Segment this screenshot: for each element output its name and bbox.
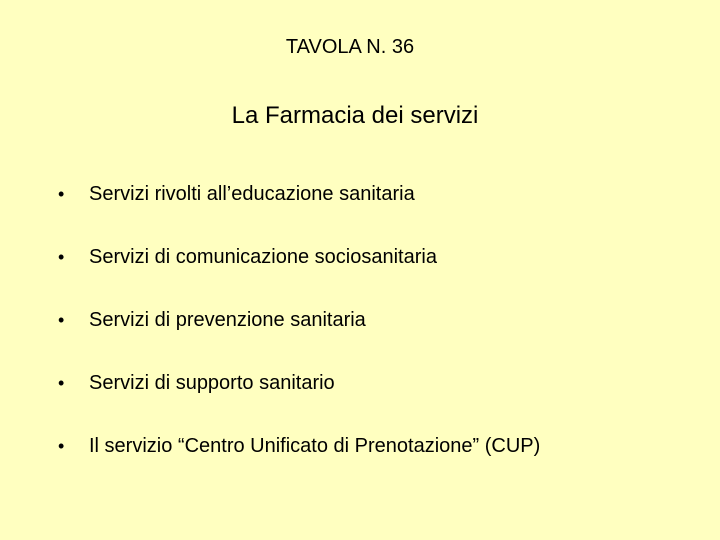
bullet-icon: • [58, 436, 65, 456]
list-item [58, 243, 540, 306]
bullet-icon: • [58, 184, 65, 204]
bullet-icon: • [58, 373, 65, 393]
list-item [58, 369, 540, 432]
list-item-text: Servizi di supporto sanitario [89, 372, 335, 394]
list-item [58, 306, 540, 369]
bullet-icon: • [58, 310, 65, 330]
list-item [58, 432, 540, 495]
list-item-text: Servizi rivolti all’educazione sanitaria [89, 183, 415, 205]
bullet-icon: • [58, 247, 65, 267]
table-label: TAVOLA N. 36 [285, 36, 415, 58]
bullet-list [58, 180, 540, 495]
slide-title: La Farmacia dei servizi [231, 102, 479, 129]
list-item-text: Servizi di prevenzione sanitaria [89, 309, 366, 331]
list-item-text: Il servizio “Centro Unificato di Prenotazione” (CUP) [89, 435, 541, 457]
list-item [58, 180, 540, 243]
list-item-text: Servizi di comunicazione sociosanitaria [89, 246, 437, 268]
